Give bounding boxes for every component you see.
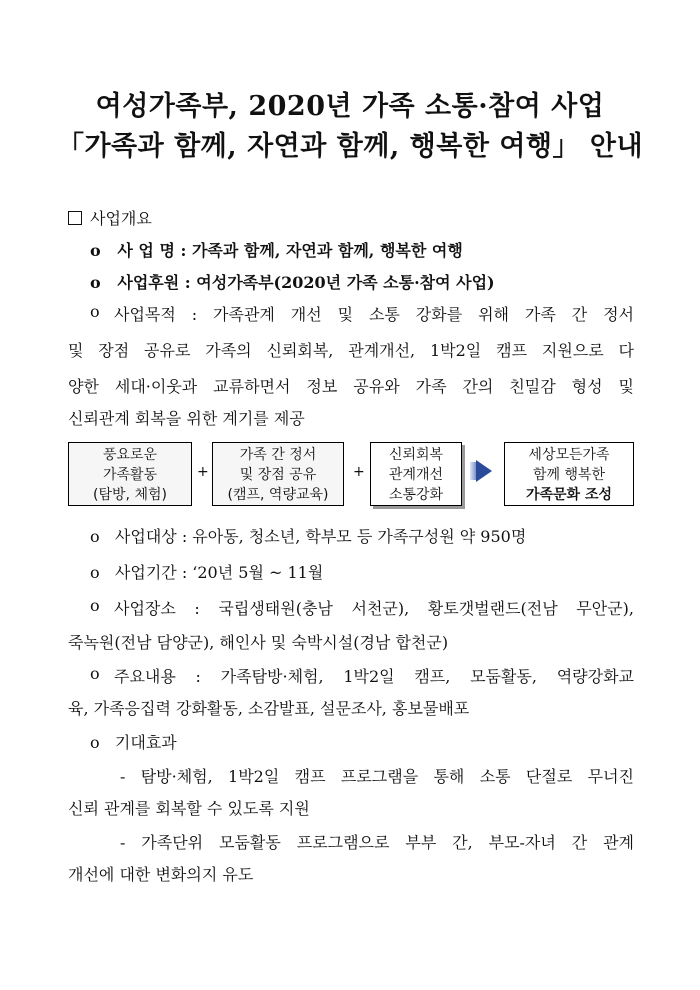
- sponsor-label: 사업후원 :: [117, 273, 191, 292]
- plus-sign: +: [197, 464, 209, 480]
- flow-box-3-line-3: 소통강화: [388, 487, 444, 503]
- flow-box-1-line-2: 가족활동: [102, 467, 158, 483]
- section-overview: [68, 206, 152, 229]
- project-name-label: 사 업 명 :: [117, 241, 187, 260]
- purpose-line-2: 및 장점 공유로 가족의 신뢰회복, 관계개선, 1박2일 캠프 지원으로 다: [68, 341, 634, 360]
- sponsor-row: [90, 270, 495, 293]
- bullet: o: [90, 527, 100, 546]
- purpose-line-1: 사업목적 : 가족관계 개선 및 소통 강화를 위해 가족 간 정서: [114, 305, 634, 324]
- content-line-1: 주요내용 : 가족탐방·체험, 1박2일 캠프, 모둠활동, 역량강화교: [114, 667, 634, 686]
- effect-item-1-line-2: 신뢰 관계를 회복할 수 있도록 지원: [68, 799, 310, 818]
- bullet: o: [90, 563, 100, 582]
- title-line-2: 「가족과 함께, 자연과 함께, 행복한 여행」 안내: [56, 131, 644, 162]
- location-bullet: o: [90, 596, 100, 615]
- section-heading: 사업개요: [90, 209, 152, 228]
- bullet: o: [90, 273, 101, 292]
- location-line-1: 사업장소 : 국립생태원(충남 서천군), 황토갯벌랜드(전남 무안군),: [114, 599, 634, 618]
- flow-box-2-line-1: 가족 간 정서: [239, 447, 317, 463]
- bullet: o: [90, 241, 101, 260]
- flow-box-4-line-2: 함께 행복한: [532, 467, 606, 483]
- target-row: [90, 524, 526, 547]
- sponsor-value: 여성가족부(2020년 가족 소통·참여 사업): [196, 273, 495, 292]
- purpose-line-3: 양한 세대·이웃과 교류하면서 정보 공유와 가족 간의 친밀감 형성 및: [68, 377, 634, 396]
- period-row: [90, 560, 323, 583]
- title-line-1: 여성가족부, 2020년 가족 소통·참여 사업: [95, 91, 605, 122]
- flow-box-4-line-3: 가족문화 조성: [525, 487, 613, 503]
- project-name-row: [90, 238, 463, 261]
- flow-box-1-line-3: (탐방, 체험): [93, 487, 167, 503]
- flow-box-trust-recovery: [370, 442, 462, 506]
- content-bullet: o: [90, 664, 100, 683]
- plus-sign: +: [353, 464, 365, 480]
- period-text: 사업기간 : ‘20년 5월 ~ 11월: [114, 563, 324, 582]
- flow-box-family-activity: [68, 442, 192, 506]
- arrow-right-icon: [476, 460, 492, 482]
- effect-row: [90, 730, 177, 753]
- flow-box-family-culture: [504, 442, 634, 506]
- purpose-bullet: o: [90, 302, 100, 321]
- flow-box-3-line-2: 관계개선: [388, 467, 444, 483]
- flow-box-1-line-1: 풍요로운: [102, 447, 158, 463]
- flow-box-2-line-2: 및 장점 공유: [239, 467, 317, 483]
- flow-box-4-line-1: 세상모든가족: [528, 447, 610, 463]
- effect-item-2-line-2: 개선에 대한 변화의지 유도: [68, 865, 254, 884]
- project-name-value: 가족과 함께, 자연과 함께, 행복한 여행: [191, 241, 463, 260]
- flow-box-3-line-1: 신뢰회복: [388, 447, 444, 463]
- effect-item-1-line-1: - 탐방·체험, 1박2일 캠프 프로그램을 통해 소통 단절로 무너진: [120, 767, 634, 786]
- purpose-line-4: 신뢰관계 회복을 위한 계기를 제공: [68, 409, 305, 428]
- target-text: 사업대상 : 유아동, 청소년, 학부모 등 가족구성원 약 950명: [114, 527, 527, 546]
- bullet: o: [90, 733, 100, 752]
- content-line-2: 육, 가족응집력 강화활동, 소감발표, 설문조사, 홍보물배포: [68, 699, 470, 718]
- location-line-2: 죽녹원(전남 담양군), 해인사 및 숙박시설(경남 합천군): [68, 633, 449, 652]
- flow-box-2-line-3: (캠프, 역량교육): [227, 487, 329, 503]
- checkbox-square-icon: [68, 211, 82, 225]
- effect-heading: 기대효과: [114, 733, 177, 752]
- flow-box-emotion-sharing: [212, 442, 344, 506]
- effect-item-2-line-1: - 가족단위 모둠활동 프로그램으로 부부 간, 부모-자녀 간 관계: [120, 833, 634, 852]
